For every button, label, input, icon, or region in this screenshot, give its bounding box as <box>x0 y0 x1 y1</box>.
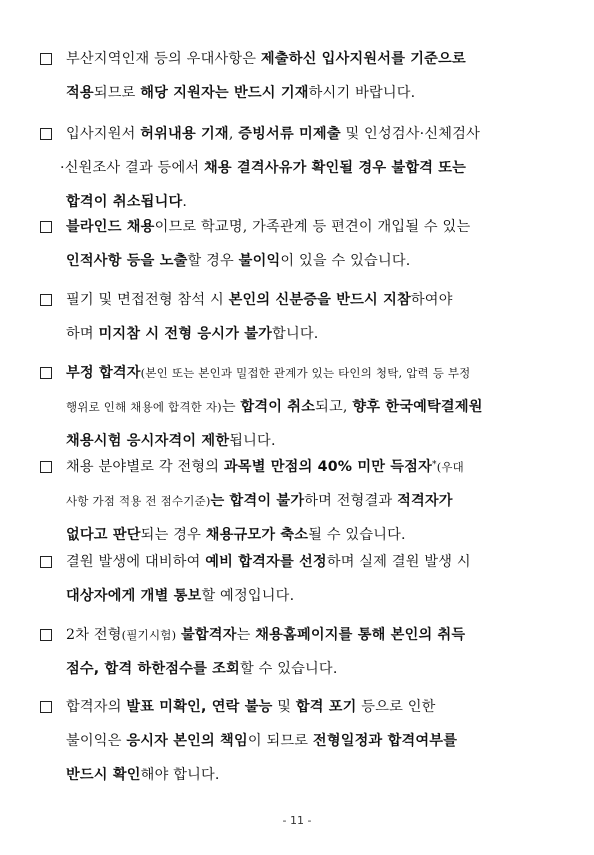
checkbox-square-icon <box>40 53 52 65</box>
body-text: 및 인성검사·신체검사 <box>340 126 481 142</box>
notice-line <box>66 325 318 343</box>
body-text: (필기시험) <box>121 628 177 642</box>
emphasis-text: 인적사항 등을 노출 <box>66 253 188 269</box>
emphasis-text: 적용 <box>66 85 94 101</box>
body-text: * <box>431 460 437 470</box>
body-text: 되므로 <box>93 85 141 101</box>
emphasis-text: 없다고 판단 <box>66 527 141 543</box>
notice-line <box>66 458 464 476</box>
emphasis-text: 예비 합격자를 선정 <box>205 554 327 570</box>
emphasis-text: 블라인드 채용 <box>66 219 155 235</box>
checkbox-square-icon <box>40 221 52 233</box>
notice-line <box>66 660 338 678</box>
body-text: 사항 가점 적용 전 점수기준) <box>66 494 211 508</box>
emphasis-text: 점수, 합격 하한점수를 조회 <box>66 661 240 677</box>
notice-line <box>66 291 453 309</box>
emphasis-text: 채용홈페이지를 통해 본인의 취득 <box>255 627 466 643</box>
notice-line <box>66 84 415 102</box>
body-text: 하며 전형결과 <box>304 493 398 509</box>
body-text: ·신원조사 결과 등에서 <box>60 160 204 176</box>
body-text: 할 경우 <box>187 253 239 269</box>
checkbox-square-icon <box>40 629 52 641</box>
body-text: 하며 <box>66 326 99 342</box>
body-text: . <box>182 194 188 210</box>
notice-line <box>66 587 294 605</box>
notice-line <box>60 159 466 177</box>
emphasis-text: 채용시험 응시자격이 제한 <box>66 433 230 449</box>
body-text: 는 <box>221 399 241 415</box>
body-text: 합격자의 <box>66 699 127 715</box>
emphasis-text: 반드시 확인 <box>66 767 141 783</box>
notice-line <box>66 698 436 716</box>
emphasis-text: 채용규모가 축소 <box>205 527 309 543</box>
body-text: 부산지역인재 등의 우대사항은 <box>66 51 261 67</box>
body-text: 등으로 인한 <box>356 699 436 715</box>
notice-line <box>66 252 410 270</box>
body-text: 할 수 있습니다. <box>239 661 338 677</box>
emphasis-text: 전형일정과 합격여부를 <box>312 733 458 749</box>
checkbox-square-icon <box>40 294 52 306</box>
body-text: 이 되므로 <box>247 733 313 749</box>
notice-line <box>66 432 276 450</box>
body-text: 필기 및 면접전형 참석 시 <box>66 292 229 308</box>
body-text: 됩니다. <box>229 433 276 449</box>
notice-line <box>66 193 187 211</box>
emphasis-text: 합격 포기 <box>295 699 357 715</box>
body-text: 이 있을 수 있습니다. <box>280 253 411 269</box>
notice-line <box>66 526 406 544</box>
body-text: 하시기 바랍니다. <box>308 85 416 101</box>
body-text: , <box>228 126 239 142</box>
body-text: 합니다. <box>272 326 319 342</box>
body-text: 되고, <box>315 399 353 415</box>
body-text: (본인 또는 본인과 밀접한 관계가 있는 타인의 청탁, 압력 등 부정 <box>140 366 471 380</box>
notice-line <box>66 50 466 68</box>
emphasis-text: 채용 결격사유가 확인될 경우 불합격 또는 <box>204 160 467 176</box>
checkbox-square-icon <box>40 556 52 568</box>
emphasis-text: 합격이 취소 <box>240 399 316 415</box>
notice-line <box>66 626 465 644</box>
body-text: 채용 분야별로 각 전형의 <box>66 459 224 475</box>
body-text: 하여야 <box>410 292 453 308</box>
body-text: 결원 발생에 대비하여 <box>66 554 206 570</box>
body-text: 되는 경우 <box>140 527 206 543</box>
emphasis-text: 대상자에게 개별 통보 <box>66 588 202 604</box>
emphasis-text: 응시자 본인의 책임 <box>126 733 248 749</box>
emphasis-text: 부정 합격자 <box>66 365 141 381</box>
body-text: 는 <box>236 627 256 643</box>
emphasis-text: 적격자가 <box>397 493 453 509</box>
body-text: 2차 전형 <box>66 627 122 643</box>
body-text: 행위로 인해 채용에 합격한 자) <box>66 400 222 414</box>
notice-line <box>66 553 471 571</box>
notice-line <box>66 766 220 784</box>
emphasis-text: 불합격자 <box>180 627 237 643</box>
body-text: 입사지원서 <box>66 126 141 142</box>
checkbox-square-icon <box>40 367 52 379</box>
body-text: 해야 합니다. <box>140 767 220 783</box>
notice-line <box>66 364 471 382</box>
body-text: 하며 실제 결원 발생 시 <box>326 554 471 570</box>
notice-line <box>66 492 453 510</box>
emphasis-text: 향후 한국예탁결제원 <box>352 399 483 415</box>
body-text: 할 예정입니다. <box>201 588 295 604</box>
checkbox-square-icon <box>40 461 52 473</box>
emphasis-text: 해당 지원자는 반드시 기재 <box>140 85 309 101</box>
emphasis-text: 불이익 <box>238 253 281 269</box>
checkbox-square-icon <box>40 128 52 140</box>
emphasis-text: 발표 미확인, 연락 불능 <box>126 699 273 715</box>
page-number: - 11 - <box>282 814 312 827</box>
body-text: 될 수 있습니다. <box>308 527 406 543</box>
emphasis-text: 과목별 만점의 40% 미만 득점자 <box>223 459 432 475</box>
notice-line <box>66 125 480 143</box>
notice-line <box>66 218 470 236</box>
body-text: 이므로 학교명, 가족관계 등 편견이 개입될 수 있는 <box>154 219 471 235</box>
body-text: 불이익은 <box>66 733 127 749</box>
checkbox-square-icon <box>40 701 52 713</box>
emphasis-text: 미지참 시 전형 응시가 불가 <box>98 326 273 342</box>
emphasis-text: 는 합격이 불가 <box>210 493 305 509</box>
emphasis-text: 합격이 취소됩니다 <box>66 194 183 210</box>
body-text: (우대 <box>436 460 464 474</box>
body-text: 및 <box>272 699 296 715</box>
notice-line <box>66 732 457 750</box>
emphasis-text: 제출하신 입사지원서를 기준으로 <box>260 51 466 67</box>
notice-line <box>66 398 483 416</box>
emphasis-text: 증빙서류 미제출 <box>238 126 341 142</box>
emphasis-text: 본인의 신분증을 반드시 지참 <box>228 292 411 308</box>
emphasis-text: 허위내용 기재 <box>140 126 229 142</box>
